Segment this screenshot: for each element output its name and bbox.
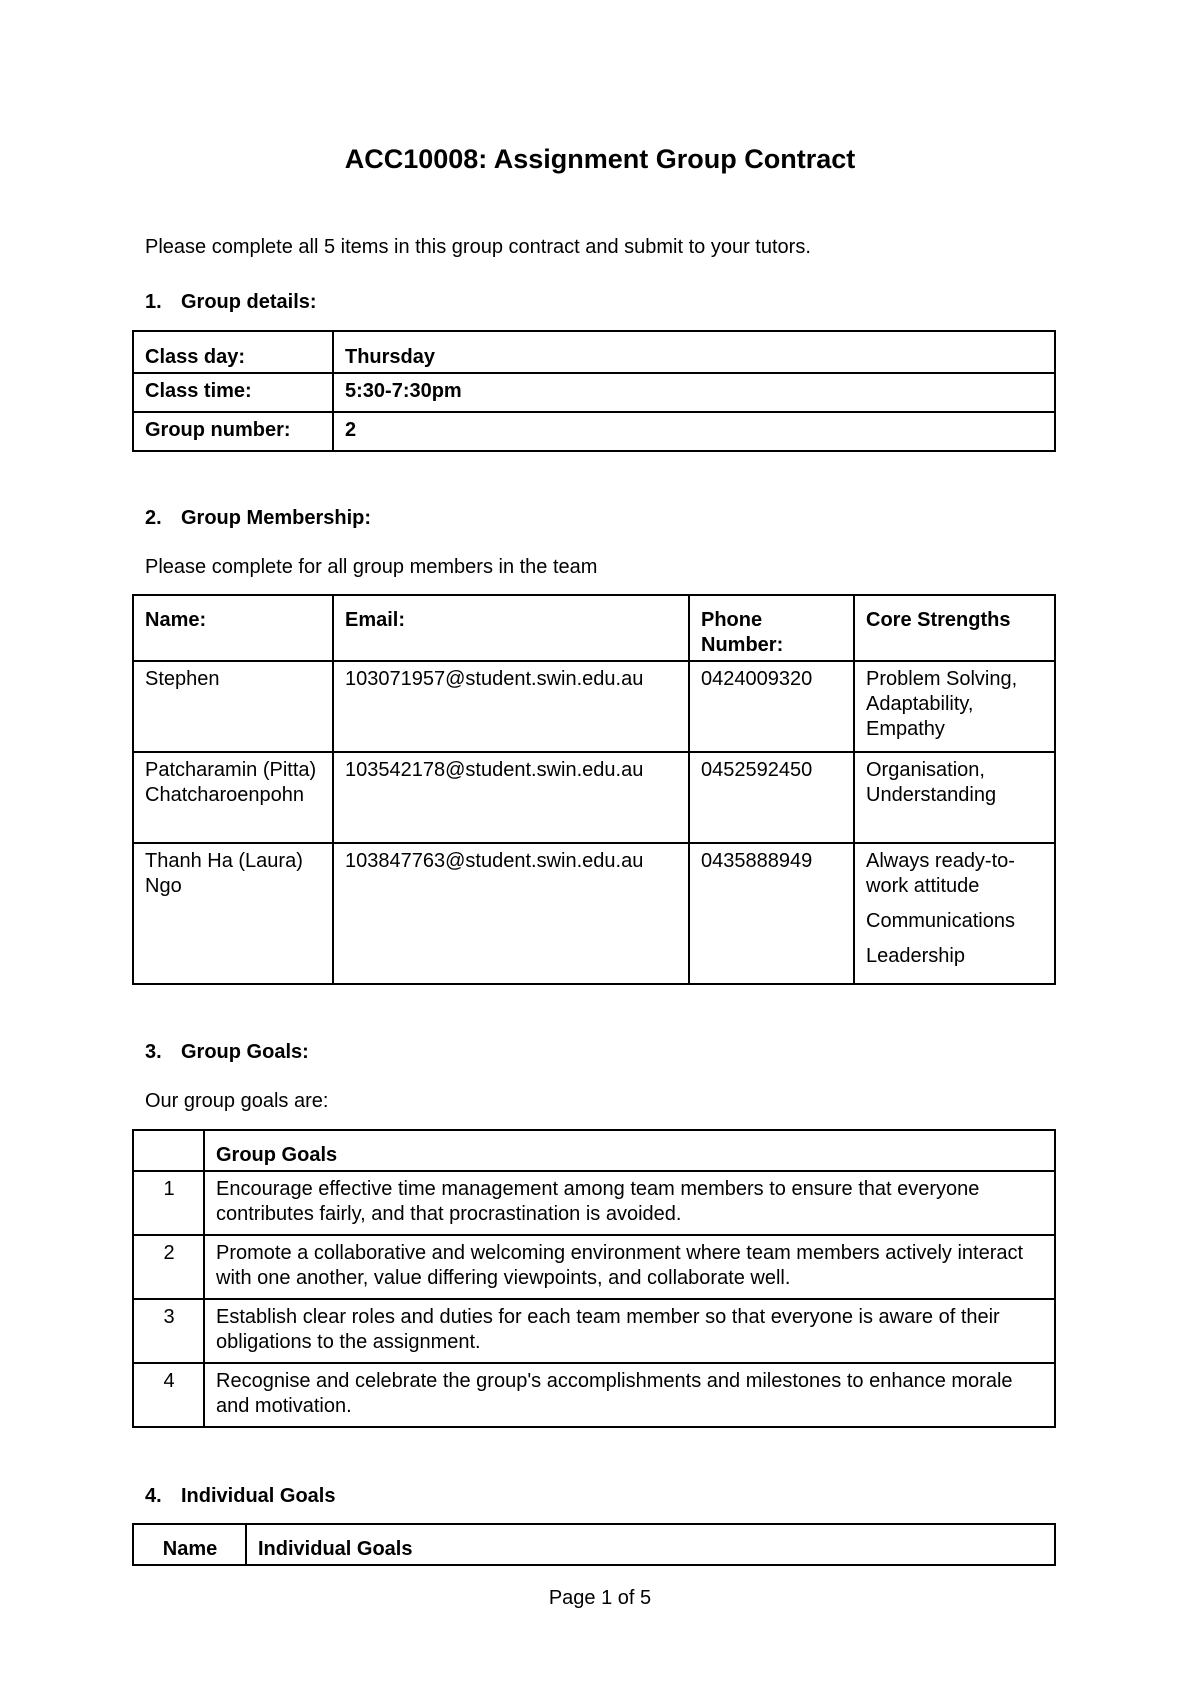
class-day-value: Thursday [333,331,1055,373]
goal-text: Encourage effective time management among team members to ensure that everyone contributes fairly, and that procrastination is avoided. [204,1171,1055,1235]
member-name: Patcharamin (Pitta) Chatcharoenpohn [133,752,333,843]
table-row [133,331,1055,373]
member-strengths [854,661,1055,752]
goal-number: 2 [133,1235,204,1299]
member-name: Thanh Ha (Laura) Ngo [133,843,333,984]
individual-goals-table [132,1523,1056,1566]
goal-number: 1 [133,1171,204,1235]
column-header-strengths: Core Strengths [854,595,1055,661]
goal-number: 3 [133,1299,204,1363]
section-2-heading [145,507,371,530]
column-header-email: Email: [333,595,689,661]
goal-text: Recognise and celebrate the group's accomplishments and milestones to enhance morale and motivation. [204,1363,1055,1427]
section-3-number: 3. [145,1041,162,1063]
member-email: 103847763@student.swin.edu.au [333,843,689,984]
page-footer: Page 1 of 5 [548,1587,652,1609]
member-strengths [854,843,1055,984]
table-row [133,1299,1055,1363]
section-1-heading [145,291,317,314]
member-phone: 0435888949 [689,843,854,984]
strength-item: Organisation, Understanding [866,759,997,806]
section-1-title: Group details: [181,291,317,313]
section-4-number: 4. [145,1485,162,1507]
table-row [133,843,1055,984]
section-3-title: Group Goals: [181,1041,309,1063]
table-header-row [133,595,1055,661]
table-row [133,1235,1055,1299]
goal-number: 4 [133,1363,204,1427]
goal-number-header [133,1130,204,1171]
section-3-heading [145,1041,309,1064]
goal-text: Promote a collaborative and welcoming environment where team members actively interact with one another, value differing viewpoints, and collaborate well. [204,1235,1055,1299]
group-goals-table [132,1129,1056,1428]
column-header-phone: Phone Number: [689,595,854,661]
member-phone: 0424009320 [689,661,854,752]
goal-text: Establish clear roles and duties for each team member so that everyone is aware of their obligations to the assignment. [204,1299,1055,1363]
group-details-table [132,330,1056,452]
table-row [133,1363,1055,1427]
member-strengths [854,752,1055,843]
member-email: 103542178@student.swin.edu.au [333,752,689,843]
table-row [133,412,1055,451]
column-header-individual-goals: Individual Goals [246,1524,1055,1565]
section-2-title: Group Membership: [181,507,372,529]
member-email: 103071957@student.swin.edu.au [333,661,689,752]
member-phone: 0452592450 [689,752,854,843]
class-day-label: Class day: [133,331,333,373]
section-4-heading [145,1485,335,1508]
member-name: Stephen [133,661,333,752]
intro-text: Please complete all 5 items in this group contract and submit to your tutors. [145,236,811,258]
column-header-name: Name: [133,595,333,661]
document-title: ACC10008: Assignment Group Contract [344,144,856,174]
group-number-value: 2 [333,412,1055,451]
section-2-number: 2. [145,507,162,529]
table-header-row [133,1130,1055,1171]
table-header-row [133,1524,1055,1565]
column-header-group-goals: Group Goals [204,1130,1055,1171]
class-time-label: Class time: [133,373,333,412]
table-row [133,752,1055,843]
column-header-name: Name [133,1524,246,1565]
table-row [133,1171,1055,1235]
section-4-title: Individual Goals [181,1485,336,1507]
section-2-instruction: Please complete for all group members in the team [145,556,598,578]
strength-item: Leadership [866,945,965,967]
table-row [133,373,1055,412]
strength-item: Problem Solving, Adaptability, Empathy [866,668,1018,740]
class-time-value: 5:30-7:30pm [333,373,1055,412]
group-membership-table [132,594,1056,985]
strength-item: Communications [866,910,1015,932]
table-row [133,661,1055,752]
section-1-number: 1. [145,291,162,313]
section-3-instruction: Our group goals are: [145,1090,329,1112]
strength-item: Always ready-to-work attitude [866,850,1015,897]
group-number-label: Group number: [133,412,333,451]
